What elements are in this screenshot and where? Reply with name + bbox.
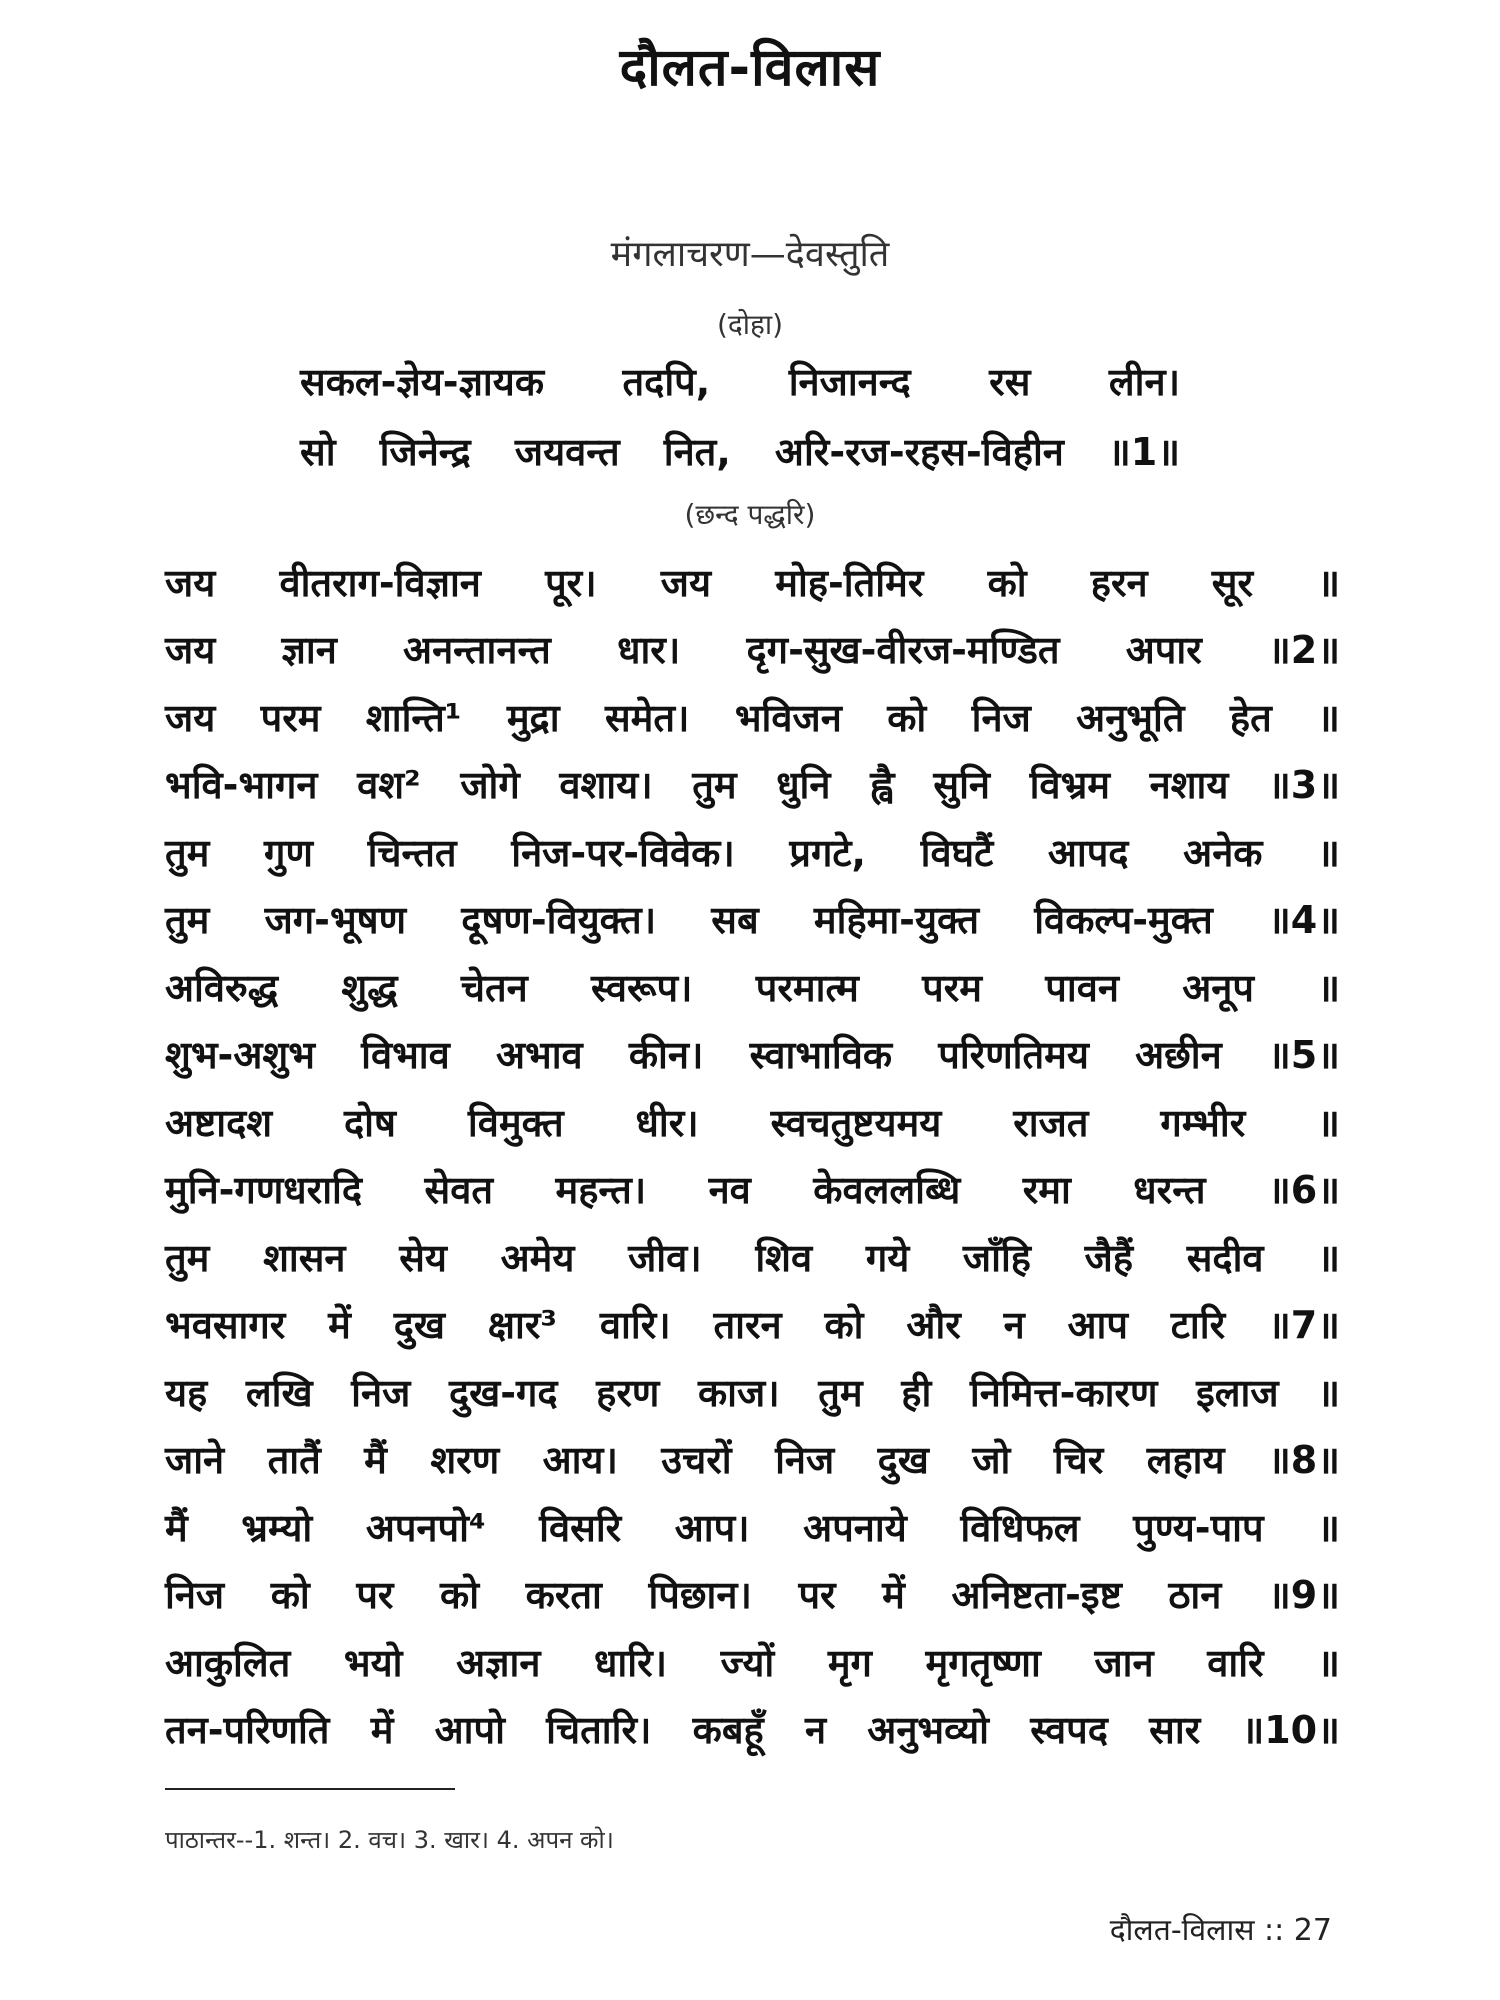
- verse-word: आय।: [542, 1438, 618, 1483]
- verse-word: दृग-सुख-वीरज-मण्डित: [746, 628, 1060, 673]
- verse-word: स्वचतुष्टयमय: [770, 1100, 942, 1145]
- verse-word: निजानन्द: [788, 360, 911, 404]
- verse-word: जोगे: [460, 763, 520, 808]
- verse-word: ॥: [1317, 560, 1340, 605]
- verse-word: मैं: [364, 1438, 387, 1483]
- verse-word: ज्ञान: [281, 628, 337, 673]
- verse-word: जीव।: [628, 1235, 702, 1280]
- verse-word: वशाय।: [559, 763, 653, 808]
- verse-word: अज्ञान: [456, 1640, 541, 1685]
- verse-word: काज।: [698, 1370, 780, 1415]
- verse-word: पर: [356, 1573, 394, 1618]
- verse-word: शासन: [263, 1235, 346, 1280]
- verse-word: वीतराग-विज्ञान: [279, 560, 481, 605]
- verse-word: स्वपद: [1030, 1708, 1108, 1753]
- verse-word: लखि: [245, 1370, 313, 1415]
- verse-word: ॥: [1317, 1235, 1340, 1280]
- verse-word: चेतन: [460, 965, 528, 1010]
- verse-word: अभाव: [495, 1033, 583, 1078]
- verse-word: और: [906, 1303, 961, 1348]
- verse-word: ॥5॥: [1267, 1033, 1340, 1078]
- verse-word: शरण: [430, 1438, 500, 1483]
- verse-word: तारन: [713, 1303, 782, 1348]
- verse-word: ॥3॥: [1268, 763, 1340, 808]
- verse-word: अनुभव्यो: [867, 1708, 990, 1753]
- verse-word: सुनि: [933, 763, 990, 808]
- verse-word: नव: [708, 1168, 751, 1213]
- verse-word: में: [882, 1573, 905, 1618]
- verse-word: अनुभूति: [1076, 695, 1185, 740]
- verse-word: आपद: [1047, 830, 1129, 875]
- verse-word: कबहूँ: [692, 1708, 764, 1753]
- verse-word: तदपि,: [622, 360, 711, 404]
- verse-word: वारि।: [599, 1303, 671, 1348]
- verse-word: निमित्त-कारण: [969, 1370, 1158, 1415]
- verse-line: [165, 1696, 1340, 1764]
- verse-word: ॥: [1317, 830, 1340, 875]
- verse-word: तुम: [165, 830, 210, 875]
- verse-word: निज: [775, 1438, 835, 1483]
- verse-word: करता: [525, 1573, 602, 1618]
- verse-word: न: [1003, 1303, 1025, 1348]
- verse-word: अनूप: [1182, 965, 1254, 1010]
- verse-word: परम: [260, 695, 321, 740]
- verse-word: हरन: [1090, 560, 1148, 605]
- verse-word: हेत: [1229, 695, 1272, 740]
- verse-word: समेत।: [604, 695, 690, 740]
- verse-word: अपार: [1125, 628, 1202, 673]
- verse-word: महिमा-युक्त: [813, 898, 980, 943]
- verse-line: [165, 751, 1340, 819]
- verse-word: निज: [351, 1370, 411, 1415]
- verse-word: परिणतिमय: [938, 1033, 1089, 1078]
- verse-word: ॥10॥: [1241, 1708, 1340, 1753]
- verse-word: जय: [165, 560, 216, 605]
- verse-word: स्वरूप।: [591, 965, 693, 1010]
- verse-word: सकल-ज्ञेय-ज्ञायक: [300, 360, 545, 404]
- verse-word: राजत: [1013, 1100, 1089, 1145]
- verse-word: विभाव: [361, 1033, 450, 1078]
- verse-word: तुम: [165, 1235, 210, 1280]
- verse-word: ॥8॥: [1267, 1438, 1340, 1483]
- verse-word: में: [328, 1303, 351, 1348]
- verse-word: आप।: [674, 1505, 750, 1550]
- verse-word: पिछान।: [648, 1573, 752, 1618]
- verse-word: जयवन्त: [514, 430, 620, 474]
- verse-line: [165, 1628, 1340, 1696]
- verse-word: भवसागर: [165, 1303, 286, 1348]
- verse-word: विकल्प-मुक्त: [1034, 898, 1213, 943]
- verse-line: [165, 683, 1340, 751]
- verse-word: ॥2॥: [1268, 628, 1340, 673]
- verse-word: शिव: [755, 1235, 813, 1280]
- verse-word: पावन: [1045, 965, 1119, 1010]
- verse-word: वश²: [357, 763, 421, 808]
- verse-word: चिन्तत: [367, 830, 457, 875]
- verse-word: प्रगटे,: [789, 830, 866, 875]
- verse-word: तुम: [165, 898, 210, 943]
- doha-line: [300, 425, 1180, 477]
- verse-word: केवललब्धि: [813, 1168, 961, 1213]
- verse-word: जय: [660, 560, 712, 605]
- verse-word: टारि: [1170, 1303, 1226, 1348]
- verse-word: निज: [971, 695, 1031, 740]
- verse-word: ठान: [1168, 1573, 1222, 1618]
- verse-word: ज्यों: [720, 1640, 775, 1685]
- verse-word: तातैं: [267, 1438, 321, 1483]
- verse-line: [165, 1021, 1340, 1089]
- verse-word: को: [887, 695, 927, 740]
- verse-word: ॥: [1317, 1100, 1340, 1145]
- verse-line: [165, 818, 1340, 886]
- verse-word: स्वाभाविक: [749, 1033, 893, 1078]
- footnote-variant-readings: पाठान्तर--1. शन्त। 2. वच। 3. खार। 4. अपन को।: [165, 1826, 614, 1854]
- verse-line: [165, 1426, 1340, 1494]
- verse-word: कीन।: [628, 1033, 704, 1078]
- verse-word: विसरि: [539, 1505, 622, 1550]
- verse-word: उचरों: [661, 1438, 732, 1483]
- verse-word: विधिफल: [960, 1505, 1080, 1550]
- verse-word: मुद्रा: [506, 695, 560, 740]
- verse-word: ॥6॥: [1268, 1168, 1340, 1213]
- verse-word: जान: [1094, 1640, 1154, 1685]
- verse-word: धीर।: [635, 1100, 699, 1145]
- verse-word: ॥4॥: [1267, 898, 1340, 943]
- verse-word: भ्रम्यो: [241, 1505, 313, 1550]
- verse-word: ॥: [1317, 965, 1340, 1010]
- verse-word: हरण: [596, 1370, 660, 1415]
- verse-word: गम्भीर: [1160, 1100, 1246, 1145]
- verse-word: जग-भूषण: [264, 898, 407, 943]
- verse-word: अपनाये: [803, 1505, 907, 1550]
- verse-word: सार: [1149, 1708, 1201, 1753]
- verse-word: सदीव: [1186, 1235, 1264, 1280]
- verse-word: वारि: [1207, 1640, 1264, 1685]
- verse-word: दुख: [877, 1438, 929, 1483]
- verse-word: शुभ-अशुभ: [165, 1033, 315, 1078]
- verse-word: शुद्ध: [341, 965, 398, 1010]
- verse-word: सेवत: [424, 1168, 494, 1213]
- verse-word: चितारि।: [546, 1708, 652, 1753]
- verse-word: मुनि-गणधरादि: [165, 1168, 363, 1213]
- verse-word: जैहैं: [1084, 1235, 1134, 1280]
- verse-word: भयो: [343, 1640, 403, 1685]
- verse-word: महन्त।: [555, 1168, 647, 1213]
- verse-word: परमात्म: [755, 965, 859, 1010]
- verse-word: इलाज: [1196, 1370, 1279, 1415]
- verse-word: आकुलित: [165, 1640, 291, 1685]
- verse-word: लीन।: [1108, 360, 1180, 404]
- verse-word: को: [987, 560, 1027, 605]
- verse-word: अनन्तानन्त: [403, 628, 551, 673]
- verse-word: भविजन: [734, 695, 842, 740]
- verse-line: [165, 1291, 1340, 1359]
- verse-word: जिनेन्द्र: [379, 430, 471, 474]
- verse-word: पर: [798, 1573, 836, 1618]
- footnote-divider: [165, 1788, 455, 1790]
- verse-line: [165, 548, 1340, 616]
- verse-word: को: [440, 1573, 480, 1618]
- verse-word: जो: [972, 1438, 1011, 1483]
- verse-word: को: [824, 1303, 864, 1348]
- verse-line: [165, 1358, 1340, 1426]
- verse-word: ही: [901, 1370, 932, 1415]
- meter-label-doha: (दोहा): [716, 308, 784, 341]
- verse-word: गुण: [264, 830, 313, 875]
- verse-word: आप: [1067, 1303, 1128, 1348]
- verse-word: ॥1॥: [1108, 430, 1180, 474]
- verse-word: विघटैं: [920, 830, 994, 875]
- verse-word: गये: [865, 1235, 910, 1280]
- verse-line: [165, 1088, 1340, 1156]
- verse-word: निज-पर-विवेक।: [511, 830, 735, 875]
- verse-word: पुण्य-पाप: [1133, 1505, 1264, 1550]
- verse-block: [165, 548, 1340, 1763]
- page-title: दौलत-विलास: [619, 38, 881, 98]
- verse-line: [165, 1493, 1340, 1561]
- verse-word: दुख-गद: [448, 1370, 558, 1415]
- verse-word: ॥: [1317, 1370, 1340, 1415]
- verse-word: ॥: [1317, 1640, 1340, 1685]
- verse-word: सब: [711, 898, 759, 943]
- verse-word: धरन्त: [1133, 1168, 1206, 1213]
- verse-word: अरि-रज-रहस-विहीन: [774, 430, 1064, 474]
- verse-word: पूर।: [545, 560, 597, 605]
- verse-line: [165, 616, 1340, 684]
- verse-word: ॥: [1317, 1505, 1340, 1550]
- verse-word: जय: [165, 628, 216, 673]
- verse-word: अविरुद्ध: [165, 965, 279, 1010]
- section-heading: मंगलाचरण—देवस्तुति: [610, 234, 890, 275]
- verse-word: ॥: [1317, 695, 1340, 740]
- verse-word: भवि-भागन: [165, 763, 318, 808]
- verse-word: में: [370, 1708, 394, 1753]
- verse-word: शान्ति¹: [365, 695, 462, 740]
- verse-word: अनेक: [1183, 830, 1263, 875]
- verse-word: मैं: [165, 1505, 188, 1550]
- verse-word: ॥7॥: [1267, 1303, 1340, 1348]
- verse-word: दूषण-वियुक्त।: [461, 898, 657, 943]
- page-footer: दौलत-विलास :: 27: [1109, 1913, 1332, 1948]
- verse-word: अनिष्टता-इष्ट: [951, 1573, 1122, 1618]
- verse-word: दोष: [344, 1100, 396, 1145]
- verse-word: लहाय: [1146, 1438, 1225, 1483]
- verse-word: यह: [165, 1370, 208, 1415]
- verse-word: को: [270, 1573, 310, 1618]
- verse-word: अमेय: [500, 1235, 575, 1280]
- verse-word: मोह-तिमिर: [775, 560, 924, 605]
- verse-word: नशाय: [1149, 763, 1229, 808]
- verse-word: ह्वै: [870, 763, 894, 808]
- verse-line: [165, 1223, 1340, 1291]
- verse-word: अष्टादश: [165, 1100, 273, 1145]
- verse-word: रस: [989, 360, 1031, 404]
- verse-word: अछीन: [1135, 1033, 1222, 1078]
- verse-line: [165, 1561, 1340, 1629]
- verse-word: सो: [300, 430, 336, 474]
- verse-word: जय: [165, 695, 216, 740]
- verse-word: धुनि: [776, 763, 831, 808]
- doha-line: [300, 355, 1180, 407]
- verse-word: मृग: [827, 1640, 872, 1685]
- verse-word: न: [804, 1708, 827, 1753]
- verse-word: धार।: [617, 628, 681, 673]
- verse-line: [165, 1156, 1340, 1224]
- verse-word: अपनपो⁴: [365, 1505, 486, 1550]
- verse-word: तुम: [818, 1370, 863, 1415]
- verse-word: धारि।: [594, 1640, 668, 1685]
- verse-word: तुम: [692, 763, 737, 808]
- verse-word: आपो: [434, 1708, 505, 1753]
- verse-word: जाँहि: [962, 1235, 1031, 1280]
- verse-word: ॥9॥: [1267, 1573, 1340, 1618]
- meter-label-chhand: (छन्द पद्धरि): [684, 498, 816, 531]
- verse-word: विमुक्त: [467, 1100, 564, 1145]
- verse-line: [165, 953, 1340, 1021]
- verse-word: निज: [165, 1573, 225, 1618]
- verse-word: मृगतृष्णा: [925, 1640, 1041, 1685]
- verse-word: जाने: [165, 1438, 225, 1483]
- verse-word: चिर: [1053, 1438, 1104, 1483]
- verse-word: क्षार³: [487, 1303, 558, 1348]
- verse-word: रमा: [1022, 1168, 1071, 1213]
- verse-line: [165, 886, 1340, 954]
- verse-word: सेय: [399, 1235, 447, 1280]
- verse-word: नित,: [663, 430, 731, 474]
- verse-word: परम: [922, 965, 982, 1010]
- verse-word: विभ्रम: [1029, 763, 1111, 808]
- verse-word: तन-परिणति: [165, 1708, 330, 1753]
- verse-word: दुख: [393, 1303, 445, 1348]
- verse-word: सूर: [1211, 560, 1254, 605]
